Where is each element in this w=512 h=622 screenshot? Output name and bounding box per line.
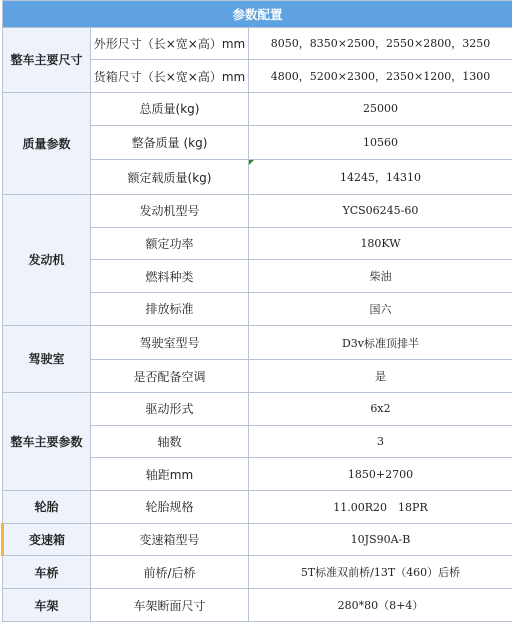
category-engine: 发动机 xyxy=(3,195,91,326)
category-cab: 驾驶室 xyxy=(3,325,91,392)
param-label: 是否配备空调 xyxy=(91,360,249,393)
param-value: D3v标准顶排半 xyxy=(249,325,512,360)
param-value: 14245，14310 xyxy=(249,160,512,195)
table-header-row xyxy=(3,1,512,28)
param-value: 1850+2700 xyxy=(249,458,512,491)
param-label: 排放标准 xyxy=(91,293,249,326)
param-label: 整备质量 (kg) xyxy=(91,125,249,160)
param-value: 280*80（8+4） xyxy=(249,589,512,622)
param-value: 6x2 xyxy=(249,393,512,426)
param-label: 车架断面尺寸 xyxy=(91,589,249,622)
param-value: 国六 xyxy=(249,293,512,326)
param-value: 25000 xyxy=(249,92,512,125)
param-label: 额定载质量(kg) xyxy=(91,160,249,195)
param-label: 轴数 xyxy=(91,425,249,458)
table-row xyxy=(3,523,512,556)
param-label: 外形尺寸（长×宽×高）mm xyxy=(91,27,249,60)
param-value: 5T标准双前桥/13T（460）后桥 xyxy=(249,556,512,589)
table-row xyxy=(3,589,512,622)
table-row xyxy=(3,491,512,524)
table-row xyxy=(3,27,512,60)
table-row xyxy=(3,325,512,360)
param-value: 柴油 xyxy=(249,260,512,293)
category-gearbox: 变速箱 xyxy=(3,523,91,556)
param-value: 4800，5200×2300，2350×1200，1300 xyxy=(249,60,512,93)
category-size: 整车主要尺寸 xyxy=(3,27,91,92)
category-axle: 车桥 xyxy=(3,556,91,589)
param-label: 驾驶室型号 xyxy=(91,325,249,360)
param-label: 总质量(kg) xyxy=(91,92,249,125)
category-tire: 轮胎 xyxy=(3,491,91,524)
param-label: 货箱尺寸（长×宽×高）mm xyxy=(91,60,249,93)
param-label: 发动机型号 xyxy=(91,195,249,228)
spec-table xyxy=(1,0,512,622)
param-value: YCS06245-60 xyxy=(249,195,512,228)
param-value: 8050，8350×2500，2550×2800，3250 xyxy=(249,27,512,60)
param-label: 驱动形式 xyxy=(91,393,249,426)
param-value: 11.00R20 18PR xyxy=(249,491,512,524)
param-label: 轴距mm xyxy=(91,458,249,491)
table-row xyxy=(3,556,512,589)
category-mass: 质量参数 xyxy=(3,92,91,194)
param-value: 3 xyxy=(249,425,512,458)
param-value: 10JS90A-B xyxy=(249,523,512,556)
table-title: 参数配置 xyxy=(3,1,512,28)
param-value: 10560 xyxy=(249,125,512,160)
param-value: 是 xyxy=(249,360,512,393)
table-row xyxy=(3,393,512,426)
param-label: 前桥/后桥 xyxy=(91,556,249,589)
category-frame: 车架 xyxy=(3,589,91,622)
param-value: 180KW xyxy=(249,227,512,260)
category-main: 整车主要参数 xyxy=(3,393,91,491)
table-row xyxy=(3,195,512,228)
table-row xyxy=(3,92,512,125)
param-label: 变速箱型号 xyxy=(91,523,249,556)
param-label: 燃料种类 xyxy=(91,260,249,293)
param-label: 轮胎规格 xyxy=(91,491,249,524)
param-label: 额定功率 xyxy=(91,227,249,260)
